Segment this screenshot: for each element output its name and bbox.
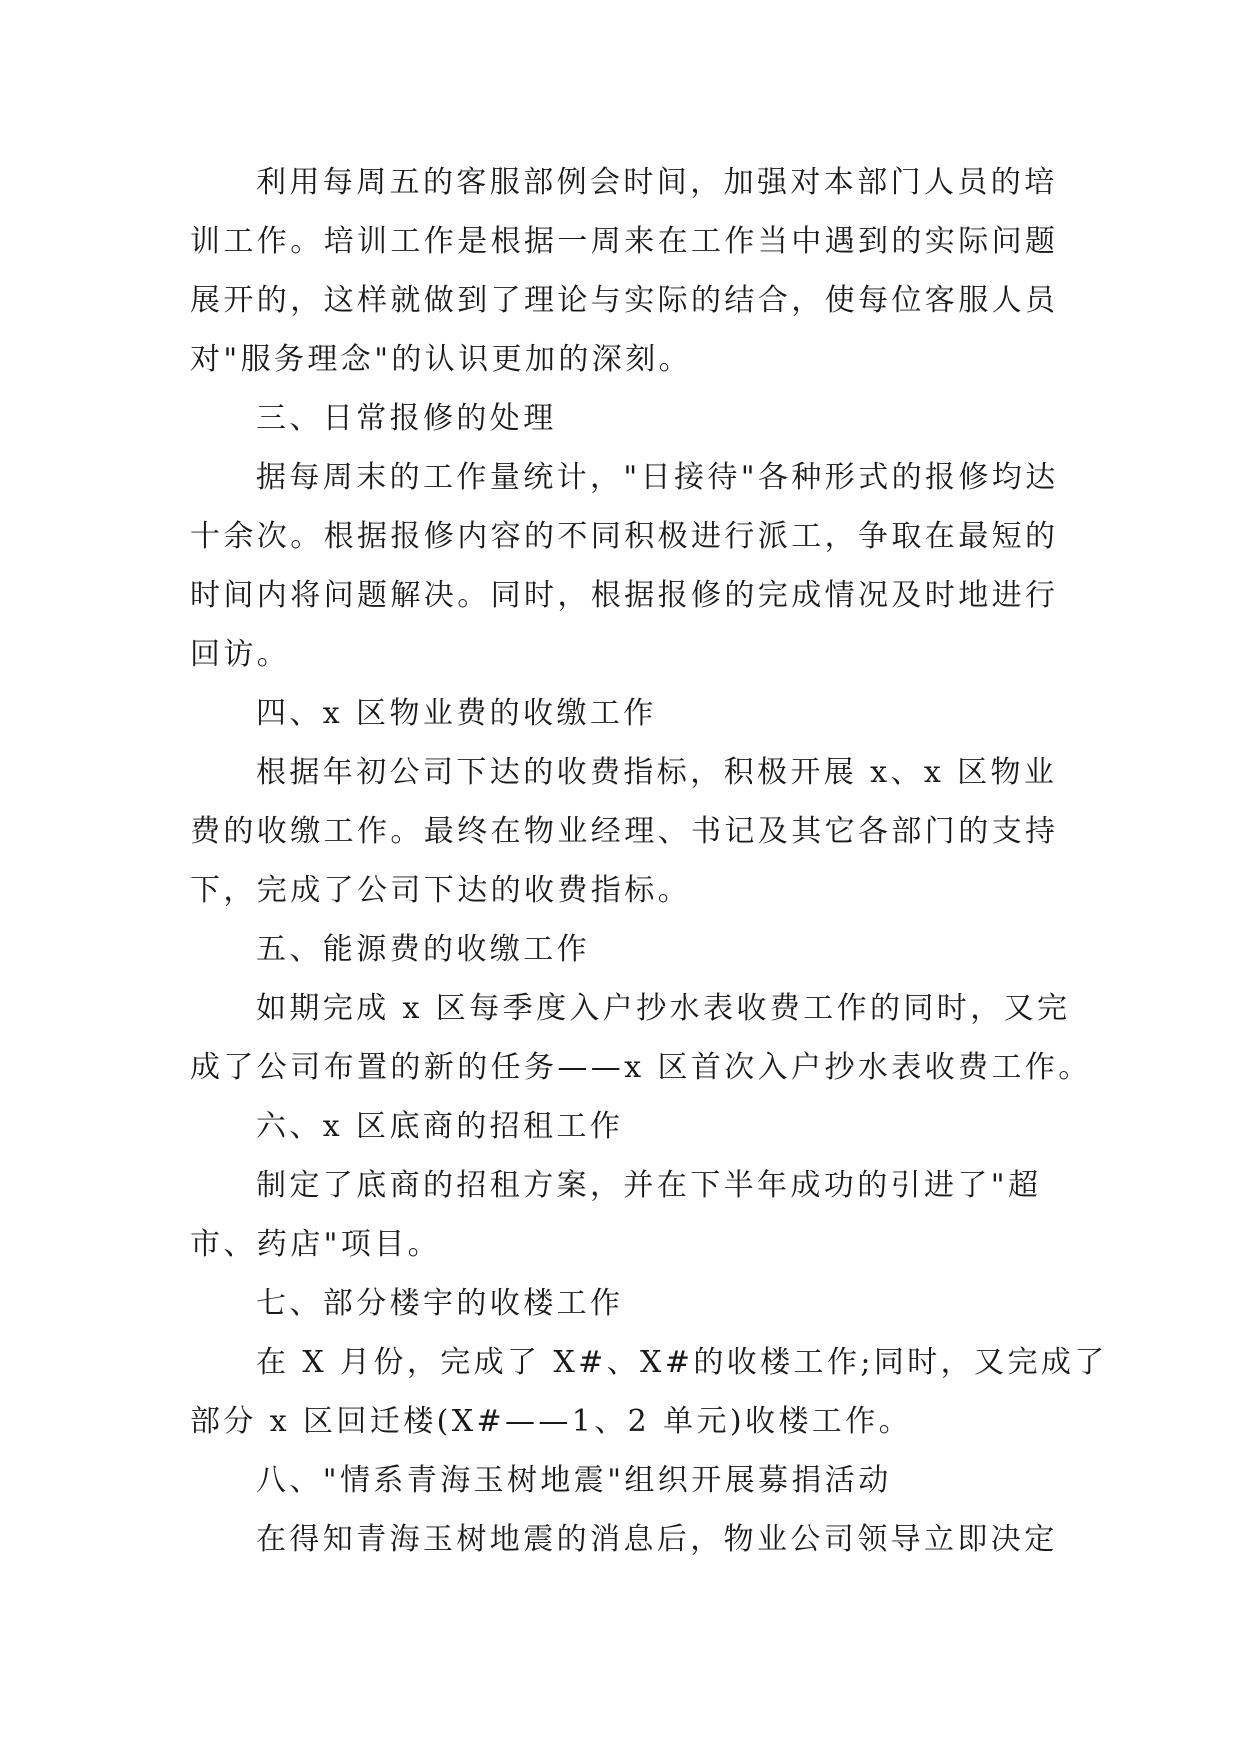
text-line: 如期完成 x 区每季度入户抄水表收费工作的同时，又完: [256, 991, 1071, 1026]
text-line: 十余次。根据报修内容的不同积极进行派工，争取在最短的: [190, 519, 1059, 554]
text-line: 展开的，这样就做到了理论与实际的结合，使每位客服人员: [190, 283, 1059, 318]
heading-handover: [190, 1274, 1070, 1333]
text-line: 利用每周五的客服部例会时间，加强对本部门人员的培: [256, 165, 1058, 200]
text-line: 在得知青海玉树地震的消息后，物业公司领导立即决定: [256, 1522, 1058, 1557]
text-line: 市、药店"项目。: [190, 1227, 441, 1262]
paragraph-repairs: [190, 448, 1070, 684]
paragraph-training: [190, 153, 1070, 389]
section-heading: 五、能源费的收缴工作: [256, 932, 590, 967]
paragraph-energy-fee: [190, 979, 1092, 1097]
text-line: 制定了底商的招租方案，并在下半年成功的引进了"超: [256, 1168, 1042, 1203]
heading-energy-fee: [190, 920, 1070, 979]
text-line: 时间内将问题解决。同时，根据报修的完成情况及时地进行: [190, 578, 1059, 613]
heading-leasing: [190, 1097, 1070, 1156]
text-line: 据每周末的工作量统计，"日接待"各种形式的报修均达: [256, 460, 1059, 495]
section-heading: 四、x 区物业费的收缴工作: [256, 696, 657, 731]
section-heading: 六、x 区底商的招租工作: [256, 1109, 624, 1144]
text-line: 对"服务理念"的认识更加的深刻。: [190, 342, 692, 377]
text-line: 在 X 月份，完成了 X#、X#的收楼工作;同时，又完成了: [256, 1345, 1108, 1380]
text-line: 成了公司布置的新的任务——x 区首次入户抄水表收费工作。: [190, 1050, 1092, 1085]
text-line: 费的收缴工作。最终在物业经理、书记及其它各部门的支持: [190, 814, 1059, 849]
paragraph-property-fee: [190, 743, 1070, 920]
heading-property-fee: [190, 684, 1070, 743]
paragraph-handover: [190, 1333, 1108, 1451]
section-heading: 三、日常报修的处理: [256, 401, 557, 436]
section-heading: 七、部分楼宇的收楼工作: [256, 1286, 624, 1321]
text-line: 训工作。培训工作是根据一周来在工作当中遇到的实际问题: [190, 224, 1059, 259]
text-line: 下，完成了公司下达的收费指标。: [190, 873, 691, 908]
text-line: 回访。: [190, 637, 291, 672]
heading-donation: [190, 1451, 1070, 1510]
document-body: [190, 153, 1108, 1569]
text-line: 根据年初公司下达的收费指标，积极开展 x、x 区物业: [256, 755, 1058, 790]
paragraph-donation: [190, 1510, 1070, 1569]
text-line: 部分 x 区回迁楼(X#——1、2 单元)收楼工作。: [190, 1404, 913, 1439]
heading-repairs: [190, 389, 1070, 448]
section-heading: 八、"情系青海玉树地震"组织开展募捐活动: [256, 1463, 892, 1498]
paragraph-leasing: [190, 1156, 1070, 1274]
